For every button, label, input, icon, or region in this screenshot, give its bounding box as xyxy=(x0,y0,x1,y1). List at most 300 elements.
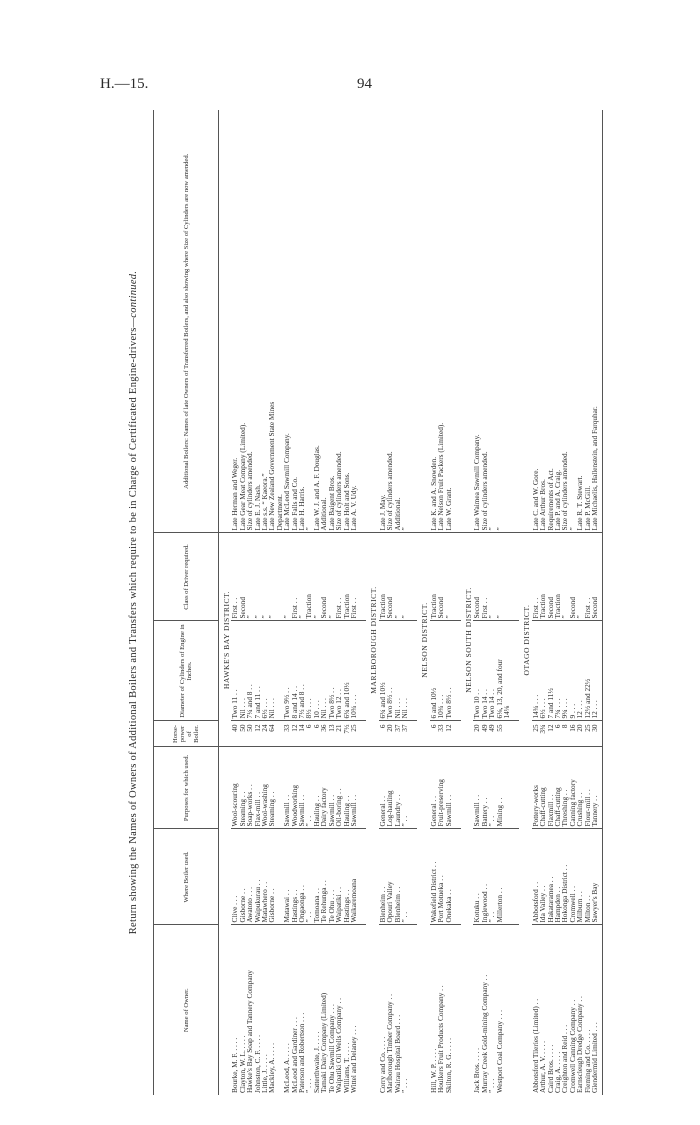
table-row xyxy=(445,110,452,1095)
cell-cylinders: 6½ . . . xyxy=(261,621,268,721)
district-heading: NELSON SOUTH DISTRICT. xyxy=(461,533,473,747)
cell-horse-power: 16 xyxy=(569,721,576,747)
cell-notes: Late W. Grant. xyxy=(443,487,453,531)
cell-purpose: Chaff-cutting xyxy=(539,747,546,829)
cell-horse-power: 49 xyxy=(488,721,495,747)
cell-where-used: Awatoto . . . xyxy=(246,829,253,925)
rotated-return-table xyxy=(125,110,680,1095)
cell-where-used: Millerton . . xyxy=(496,829,503,925)
spacer-cell xyxy=(408,829,417,925)
table-header-row xyxy=(154,110,219,1095)
cell-owner-name: Clayton, W. L. . . . . xyxy=(239,925,246,1095)
cell-cylinders: 7½ and 8 . . xyxy=(298,621,305,721)
cell-owner-name: Houlkers Fruit Products Company . . xyxy=(437,925,444,1095)
section-spacer xyxy=(452,110,461,1095)
cell-cylinders: 10¾ . . . xyxy=(437,621,444,721)
cell-purpose: Battery . . xyxy=(481,747,488,829)
district-spacer xyxy=(417,110,429,533)
spacer-cell xyxy=(510,533,519,621)
cell-owner-name: Murray Creek Gold-mining Company . . xyxy=(481,925,488,1095)
cell-cylinders: 14⅛ xyxy=(503,621,510,721)
cell-owner-name: Earnscleugh Dredge Company . . xyxy=(576,925,583,1095)
cell-cylinders: Nil . . . xyxy=(239,621,246,721)
cell-purpose: Tannery . . xyxy=(591,747,598,829)
cell-cylinders: Two 8½ . . xyxy=(445,621,452,721)
cell-horse-power: 12 xyxy=(547,721,554,747)
cell-purpose: Hauling . . xyxy=(313,747,320,829)
cell-purpose: Steaming . . xyxy=(268,747,275,829)
cell-owner-name: Glendermid Limited . . . xyxy=(591,925,598,1095)
cell-horse-power: 20 xyxy=(473,721,480,747)
cell-horse-power: 3¾ xyxy=(539,721,546,747)
cell-driver-class: ” xyxy=(268,533,275,621)
cell-cylinders: 9¾ . . . xyxy=(561,621,568,721)
cell-driver-class: Traction xyxy=(379,533,386,621)
cell-driver-class: Traction xyxy=(430,533,437,621)
cell-where-used: Ida Valley . . xyxy=(539,829,546,925)
cell-driver-class: First . . xyxy=(231,533,238,621)
cell-owner-name: Paterson and Robertson . . . xyxy=(298,925,305,1095)
cell-notes: Late A. V. Udy. xyxy=(348,485,358,531)
cell-owner-name: Jack Bros. . . . . xyxy=(473,925,480,1095)
spacer-cell xyxy=(357,747,366,829)
cell-horse-power: 64 xyxy=(268,721,275,747)
cell-driver-class: First . . xyxy=(532,533,539,621)
cell-driver-class: ” xyxy=(488,533,495,621)
cell-where-used: Hastings . . xyxy=(343,829,350,925)
cell-notes: Late P. and A. Craig. xyxy=(553,469,563,531)
cell-driver-class xyxy=(503,533,510,621)
district-spacer xyxy=(366,110,378,533)
cell-cylinders: 7 and 11½ xyxy=(547,621,554,721)
cell-where-used: Waikaremoana xyxy=(350,829,357,925)
table-row xyxy=(481,110,488,1095)
cell-purpose: Sawmill . . xyxy=(283,747,290,829)
spacer-cell xyxy=(598,747,603,829)
cell-cylinders: 6½ . . . xyxy=(539,621,546,721)
cell-notes: Size of cylinders amended. xyxy=(560,451,570,531)
cell-driver-class: Second xyxy=(386,533,393,621)
spacer-cell xyxy=(408,621,417,721)
cell-purpose: Sawmill . . xyxy=(473,747,480,829)
cell-horse-power: 49 xyxy=(481,721,488,747)
cell-purpose: Crushing . . xyxy=(576,747,583,829)
table-row xyxy=(394,110,401,1095)
cell-purpose: Dairy factory xyxy=(320,747,327,829)
cell-purpose: Woodworking xyxy=(291,747,298,829)
table-row xyxy=(386,110,393,1095)
cell-owner-name: Skilton, R. G. . . . . xyxy=(445,925,452,1095)
cell-purpose: ” . . xyxy=(488,747,495,829)
cell-horse-power: 20 xyxy=(386,721,393,747)
cell-purpose: Flour-mill . . xyxy=(584,747,591,829)
district-heading-row xyxy=(366,110,378,1095)
cell-horse-power: 8 xyxy=(561,721,568,747)
cell-where-used: Abbotsford . . xyxy=(532,829,539,925)
spacer-cell xyxy=(357,721,366,747)
cell-owner-name: Satterthwaite, J. . . . . xyxy=(313,925,320,1095)
cell-purpose: Hauling . . xyxy=(343,747,350,829)
cell-purpose: Mining . . xyxy=(496,747,503,829)
cell-purpose: Sawmill . . xyxy=(445,747,452,829)
district-spacer xyxy=(417,747,429,1095)
cell-notes: Late Arthur Bros. xyxy=(538,479,548,531)
cell-where-used: Matawai . . xyxy=(283,829,290,925)
cell-notes: Late C. and W. Gore. xyxy=(530,468,540,531)
cell-cylinders: 12 . . . xyxy=(591,621,598,721)
cell-notes: Late K. and A. Snowden. xyxy=(428,456,438,531)
col-driver-class: Class of Driver required. xyxy=(154,533,219,621)
table-row xyxy=(261,110,268,1095)
cell-notes: Size of cylinders amended. xyxy=(245,451,255,531)
cell-horse-power: 33 xyxy=(283,721,290,747)
cell-where-used: Opouri Valley xyxy=(386,829,393,925)
cell-owner-name: Hawke's Bay Soap and Tannery Company xyxy=(246,925,253,1095)
cell-where-used: Gisborne . . xyxy=(239,829,246,925)
cell-notes: Late Waimea Sawmill Company. xyxy=(472,434,482,531)
col-cylinder-diameter: Diameter of Cylinders of Engine in Inches. xyxy=(154,621,219,721)
district-heading-row xyxy=(417,110,429,1095)
cell-cylinders: 6 and 10½ xyxy=(430,621,437,721)
cell-purpose: Oil-boring . . xyxy=(335,747,342,829)
cell-driver-class: ” xyxy=(328,533,335,621)
cell-driver-class: First . . xyxy=(584,533,591,621)
cell-owner-name: Tamaki Dairy Company (Limited) xyxy=(320,925,327,1095)
cell-cylinders: Nil . . . xyxy=(320,621,327,721)
table-row xyxy=(554,110,561,1095)
cell-driver-class: ” xyxy=(246,533,253,621)
cell-driver-class: ” xyxy=(576,533,583,621)
spacer-cell xyxy=(452,533,461,621)
cell-notes: ” xyxy=(487,527,497,531)
cell-cylinders: Two 14 . . xyxy=(481,621,488,721)
cell-where-used: ” . . xyxy=(401,829,408,925)
cell-notes: Late Baigent Bros. xyxy=(326,475,336,531)
table-row xyxy=(268,110,275,1095)
cell-purpose: Log-hauling xyxy=(386,747,393,829)
cell-horse-power: 30 xyxy=(591,721,598,747)
cell-cylinders: 6¾ and 10½ xyxy=(343,621,350,721)
cell-horse-power: 36 xyxy=(320,721,327,747)
table-title xyxy=(125,110,149,1095)
cell-owner-name: Fleming and Co. . . . . xyxy=(584,925,591,1095)
cell-horse-power: 37 xyxy=(394,721,401,747)
table-row xyxy=(496,110,503,1095)
cell-horse-power: 25 xyxy=(350,721,357,747)
cell-purpose: Laundry . . xyxy=(394,747,401,829)
cell-horse-power: 50 xyxy=(239,721,246,747)
table-row xyxy=(591,110,598,1095)
cell-owner-name: Mackley, A. . . . . xyxy=(268,925,275,1095)
cell-notes: Late E. J. Nash. xyxy=(252,484,262,531)
cell-notes: Late s.s. “ Kaeora.” xyxy=(260,473,270,531)
cell-driver-class: Second xyxy=(437,533,444,621)
table-row xyxy=(254,110,261,1095)
cell-where-used: Tomoana . . xyxy=(313,829,320,925)
cell-owner-name: ” . . . xyxy=(401,925,408,1095)
cell-notes: Late Gear Meat Company (Limited). xyxy=(237,422,247,531)
spacer-cell xyxy=(598,721,603,747)
table-title-continued: —continued. xyxy=(128,270,139,328)
cell-driver-class: Second xyxy=(591,533,598,621)
spacer-cell xyxy=(357,533,366,621)
cell-driver-class: Second xyxy=(569,533,576,621)
section-spacer xyxy=(357,110,366,1095)
cell-purpose: General . . xyxy=(430,747,437,829)
cell-purpose: Wool-washing xyxy=(261,747,268,829)
cell-driver-class xyxy=(276,533,283,621)
cell-driver-class: ” xyxy=(394,533,401,621)
cell-purpose: Wool-scouring xyxy=(231,747,238,829)
cell-driver-class: First . . xyxy=(350,533,357,621)
table-body xyxy=(219,110,603,1095)
cell-notes: Late Michaelis, Hallenstein, and Farquhar. xyxy=(590,406,600,531)
cell-cylinders: 14¾ . . . xyxy=(532,621,539,721)
cell-cylinders: Two 12 . . xyxy=(335,621,342,721)
cell-owner-name: Bourke, M. F. . . . . xyxy=(231,925,238,1095)
cell-notes: Additional. xyxy=(319,497,329,531)
cell-where-used: Wakefield District . . xyxy=(430,829,437,925)
cell-notes: Late W. J. and A. F. Douglas. xyxy=(311,445,321,531)
cell-owner-name: Arthur, A. V. . . . . xyxy=(539,925,546,1095)
col-owner-name: Name of Owner. xyxy=(154,925,219,1095)
cell-cylinders: Two 8½ . . xyxy=(386,621,393,721)
cell-horse-power: 6 xyxy=(430,721,437,747)
cell-cylinders: Two 14 . . xyxy=(488,621,495,721)
cell-notes: Late H. Harris. xyxy=(297,486,307,531)
spacer-cell xyxy=(452,925,461,1095)
cell-horse-power: 21 xyxy=(335,721,342,747)
cell-driver-class: Second xyxy=(239,533,246,621)
cell-driver-class: Traction xyxy=(343,533,350,621)
cell-notes: Size of cylinders amended. xyxy=(334,451,344,531)
cell-cylinders: 10¾ . . . xyxy=(350,621,357,721)
cell-where-used: Gisborne . . xyxy=(268,829,275,925)
cell-cylinders: Two 11 . . xyxy=(231,621,238,721)
cell-notes: Late Nelson Fruit Packers (Limited). xyxy=(436,422,446,531)
cell-where-used: Sawyer's Bay xyxy=(591,829,598,925)
spacer-cell xyxy=(510,721,519,747)
cell-horse-power: 6 xyxy=(554,721,561,747)
cell-horse-power: 6 xyxy=(313,721,320,747)
table-row xyxy=(350,110,357,1095)
cell-notes: Requirements of Act. xyxy=(545,468,555,531)
cell-purpose: Threshing . . xyxy=(561,747,568,829)
cell-cylinders: Two 9½ . . xyxy=(283,621,290,721)
cell-cylinders: 12½ and 22½ xyxy=(584,621,591,721)
cell-horse-power: 40 xyxy=(231,721,238,747)
cell-owner-name: McLeod and Gardiner . . . xyxy=(291,925,298,1095)
cell-horse-power xyxy=(503,721,510,747)
spacer-cell xyxy=(510,829,519,925)
cell-where-used: ” . . xyxy=(305,829,312,925)
table-title-main: Return showing the Names of Owners of Additional Boilers and Transfers which require to be in Charge of Certificated Engine-drivers xyxy=(128,327,139,935)
spacer-cell xyxy=(357,621,366,721)
cell-owner-name: Johnston, C. F. . . . . xyxy=(254,925,261,1095)
spacer-cell xyxy=(357,110,366,533)
cell-driver-class: ” xyxy=(313,533,320,621)
spacer-cell xyxy=(452,721,461,747)
cell-purpose: Chaff-cutting xyxy=(554,747,561,829)
spacer-cell xyxy=(452,747,461,829)
spacer-cell xyxy=(452,829,461,925)
cell-horse-power: 37 xyxy=(401,721,408,747)
cell-where-used: Waipatiki . . xyxy=(335,829,342,925)
cell-driver-class: Second xyxy=(320,533,327,621)
cell-notes: ” xyxy=(399,527,409,531)
cell-where-used: Ongaonga . . xyxy=(298,829,305,925)
cell-cylinders: 12 . . . xyxy=(576,621,583,721)
cell-notes: ” xyxy=(304,527,314,531)
cell-driver-class: First . . xyxy=(481,533,488,621)
cell-owner-name: Waipatiki Oil Wells Company . . xyxy=(335,925,342,1095)
cell-horse-power: 6 xyxy=(379,721,386,747)
cell-where-used: Kotuku . . xyxy=(473,829,480,925)
cell-where-used: Clive . . . xyxy=(231,829,238,925)
cell-driver-class: Second xyxy=(547,533,554,621)
cell-driver-class: ” xyxy=(283,533,290,621)
cell-where-used: Matawhero . . xyxy=(261,829,268,925)
cell-owner-name: Abbotsford Tileries (Limited) . . xyxy=(532,925,539,1095)
district-spacer xyxy=(366,747,378,1095)
cell-notes: Department. xyxy=(274,494,284,531)
cell-cylinders: 7¼ and 8 . . xyxy=(246,621,253,721)
spacer-cell xyxy=(598,621,603,721)
cell-horse-power: 25 xyxy=(584,721,591,747)
cell-horse-power: 6 xyxy=(305,721,312,747)
cell-driver-class: ” xyxy=(496,533,503,621)
cell-owner-name: Marlborough Timber Company . . xyxy=(386,925,393,1095)
spacer-cell xyxy=(408,110,417,533)
cell-where-used: Onekaka . . xyxy=(445,829,452,925)
boiler-owners-table xyxy=(153,110,603,1095)
cell-horse-power: 50 xyxy=(246,721,253,747)
cell-driver-class: ” xyxy=(445,533,452,621)
cell-where-used: Te Rehunga . . xyxy=(320,829,327,925)
cell-horse-power: 7½ xyxy=(343,721,350,747)
cell-driver-class: ” xyxy=(401,533,408,621)
cell-driver-class: Traction xyxy=(554,533,561,621)
cell-owner-name: Westport Coal Company . . . xyxy=(496,925,503,1095)
table-row xyxy=(239,110,246,1095)
cell-notes: Late Holt and Sons. xyxy=(341,472,351,531)
col-horse-power: Horse-power of Boiler. xyxy=(154,721,219,747)
table-row xyxy=(320,110,327,1095)
cell-owner-name: ” . . . xyxy=(488,925,495,1095)
cell-purpose xyxy=(503,747,510,829)
cell-purpose: Fruit-preserving xyxy=(437,747,444,829)
cell-cylinders: 9 . . . xyxy=(569,621,576,721)
table-row xyxy=(305,110,312,1095)
cell-where-used: Inglewood . . xyxy=(481,829,488,925)
cell-horse-power: 33 xyxy=(437,721,444,747)
spacer-cell xyxy=(408,925,417,1095)
cell-where-used: Waipukurau . . xyxy=(254,829,261,925)
spacer-cell xyxy=(598,110,603,533)
cell-owner-name: Creighton and Reid . . . xyxy=(561,925,568,1095)
col-purpose: Purposes for which used. xyxy=(154,747,219,829)
cell-cylinders: Nil . . . xyxy=(401,621,408,721)
cell-notes: Late P. McGill. xyxy=(582,485,592,531)
spacer-cell xyxy=(510,621,519,721)
spacer-cell xyxy=(510,110,519,533)
cell-purpose: Flaxmill . . xyxy=(547,747,554,829)
cell-owner-name: Caird Bros. . . . . xyxy=(547,925,554,1095)
cell-where-used: Hastings . . xyxy=(291,829,298,925)
cell-notes: ” xyxy=(494,527,504,531)
cell-purpose: ” . . xyxy=(401,747,408,829)
cell-cylinders: 10 . . . xyxy=(313,621,320,721)
cell-horse-power: 13 xyxy=(328,721,335,747)
cell-purpose: Sawmill . . xyxy=(298,747,305,829)
page-number: 94 xyxy=(357,76,372,92)
cell-purpose: Pottery-works xyxy=(532,747,539,829)
cell-cylinders: 6⅛, 13, 20, and four xyxy=(496,621,503,721)
cell-where-used: Hakataramea . . xyxy=(547,829,554,925)
spacer-cell xyxy=(510,925,519,1095)
cell-where-used: Cromwell . . xyxy=(569,829,576,925)
table-row xyxy=(401,110,408,1095)
spacer-cell xyxy=(598,533,603,621)
table-row xyxy=(246,110,253,1095)
cell-driver-class: ” xyxy=(561,533,568,621)
cell-cylinders: 8½ . . . xyxy=(305,621,312,721)
cell-notes: Size of cylinders amended. xyxy=(479,451,489,531)
section-spacer xyxy=(598,110,603,1095)
spacer-cell xyxy=(408,747,417,829)
cell-notes: Late J. May. xyxy=(377,494,387,531)
cell-owner-name: Te Ohu Sawmill Company . . . xyxy=(328,925,335,1095)
cell-where-used: Hokonga District . . xyxy=(561,829,568,925)
cell-purpose: ” . . xyxy=(305,747,312,829)
district-heading: OTAGO DISTRICT. xyxy=(519,533,531,747)
table-row xyxy=(503,110,510,1095)
district-heading: HAWKE'S BAY DISTRICT. xyxy=(219,533,232,747)
cell-driver-class: ” xyxy=(254,533,261,621)
cell-where-used: Port Motueka . . xyxy=(437,829,444,925)
cell-purpose: Sawmill . . xyxy=(350,747,357,829)
cell-purpose: Soap-works . . xyxy=(246,747,253,829)
cell-horse-power: 25 xyxy=(532,721,539,747)
cell-owner-name: Cromwell Canning Company . . xyxy=(569,925,576,1095)
cell-notes: Size of cylinders amended. xyxy=(385,451,395,531)
cell-where-used: Blenheim . . xyxy=(379,829,386,925)
cell-horse-power: 55 xyxy=(496,721,503,747)
cell-notes: Late Herman and Weger. xyxy=(230,457,240,531)
cell-notes: ” xyxy=(567,527,577,531)
cell-cylinders: Two 8½ . . xyxy=(328,621,335,721)
cell-driver-class: First . . xyxy=(291,533,298,621)
cell-purpose: Canning factory xyxy=(569,747,576,829)
cell-driver-class: Traction xyxy=(539,533,546,621)
cell-owner-name: Little, J. . . . . xyxy=(261,925,268,1095)
cell-where-used: Blenheim . . xyxy=(394,829,401,925)
spacer-cell xyxy=(357,925,366,1095)
cell-where-used xyxy=(503,829,510,925)
cell-cylinders: 7¾ . . . xyxy=(554,621,561,721)
cell-notes: Late New Zealand Government State Mines xyxy=(267,401,277,531)
cell-where-used: ” . . xyxy=(488,829,495,925)
cell-owner-name: Craig, A. . . . . xyxy=(554,925,561,1095)
cell-horse-power: 12 xyxy=(445,721,452,747)
section-spacer xyxy=(408,110,417,1095)
cell-horse-power: 12 xyxy=(254,721,261,747)
cell-owner-name: ” . . . xyxy=(305,925,312,1095)
cell-horse-power: 14 xyxy=(298,721,305,747)
district-spacer xyxy=(519,747,531,1095)
table-row xyxy=(488,110,495,1095)
cell-owner-name: Wittel and Delaney . . . xyxy=(350,925,357,1095)
